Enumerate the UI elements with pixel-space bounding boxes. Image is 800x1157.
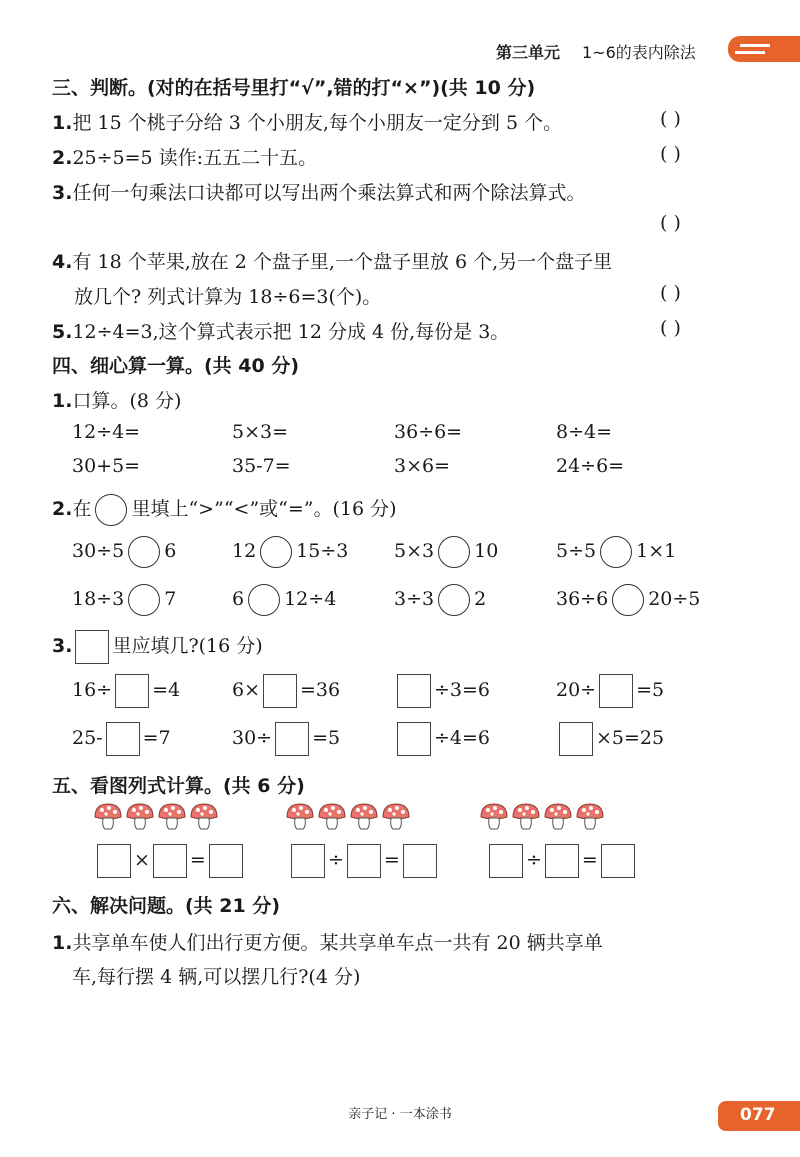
problem-1-line1: 1.共享单车使人们出行更方便。某共享单车点一共有 20 辆共享单 — [52, 932, 603, 954]
circle-icon — [95, 494, 127, 526]
compare-circle[interactable] — [612, 584, 644, 616]
mushroom-icon — [380, 800, 412, 832]
answer-box[interactable] — [397, 674, 431, 708]
compare-item: 6 12÷4 — [232, 584, 336, 616]
mushroom-icon — [510, 800, 542, 832]
q3-title: 3. 里应填几?(16 分) — [52, 630, 263, 664]
mushroom-icon — [316, 800, 348, 832]
mushroom-icon — [478, 800, 510, 832]
answer-box[interactable] — [291, 844, 325, 878]
compare-circle[interactable] — [438, 536, 470, 568]
answer-box[interactable] — [275, 722, 309, 756]
mushroom-icon — [348, 800, 380, 832]
compare-item: 30÷5 6 — [72, 536, 176, 568]
compare-circle[interactable] — [438, 584, 470, 616]
fill-item: ÷3=6 — [394, 674, 490, 708]
compare-circle[interactable] — [248, 584, 280, 616]
picture-equation-3: ÷ = — [486, 844, 638, 878]
section3-title: 三、判断。(对的在括号里打“√”,错的打“×”)(共 10 分) — [52, 77, 536, 99]
page-number: 077 — [740, 1105, 776, 1125]
answer-box[interactable] — [489, 844, 523, 878]
fill-item: ×5=25 — [556, 722, 664, 756]
problem-1-line2: 车,每行摆 4 辆,可以摆几行?(4 分) — [72, 966, 361, 988]
header-accent-stripe — [735, 51, 765, 54]
calc-expr: 5×3= — [232, 421, 289, 443]
mushroom-icon — [284, 800, 316, 832]
judge-item-5: 5.12÷4=3,这个算式表示把 12 分成 4 份,每份是 3。 — [52, 321, 510, 343]
judge-item-4: 4.有 18 个苹果,放在 2 个盘子里,一个盘子里放 6 个,另一个盘子里 — [52, 251, 613, 273]
picture-equation-2: ÷ = — [288, 844, 440, 878]
compare-circle[interactable] — [600, 536, 632, 568]
compare-circle[interactable] — [128, 536, 160, 568]
answer-box[interactable] — [403, 844, 437, 878]
compare-item: 3÷3 2 — [394, 584, 486, 616]
unit-title: 第三单元 — [496, 43, 561, 62]
answer-box[interactable] — [209, 844, 243, 878]
section4-title: 四、细心算一算。(共 40 分) — [52, 355, 300, 377]
judge-item-2: 2.25÷5=5 读作:五五二十五。 — [52, 147, 318, 169]
q2-title: 2.在 里填上“>”“<”或“=”。(16 分) — [52, 494, 397, 526]
fill-item: 25- =7 — [72, 722, 171, 756]
answer-box[interactable] — [397, 722, 431, 756]
compare-item: 5×3 10 — [394, 536, 498, 568]
q1-title: 1.口算。(8 分) — [52, 390, 182, 412]
fill-item: 6× =36 — [232, 674, 340, 708]
answer-box[interactable] — [347, 844, 381, 878]
judge-item-3: 3.任何一句乘法口诀都可以写出两个乘法算式和两个除法算式。 — [52, 182, 586, 204]
answer-box[interactable] — [599, 674, 633, 708]
calc-expr: 8÷4= — [556, 421, 613, 443]
header-accent-stripe — [740, 44, 770, 47]
mushroom-icon — [574, 800, 606, 832]
judge-item-4-cont: 放几个? 列式计算为 18÷6=3(个)。 — [74, 286, 382, 308]
answer-box[interactable] — [263, 674, 297, 708]
answer-box[interactable] — [153, 844, 187, 878]
fill-item: 16÷ =4 — [72, 674, 180, 708]
compare-item: 5÷5 1×1 — [556, 536, 676, 568]
mushroom-icon — [188, 800, 220, 832]
answer-box[interactable] — [97, 844, 131, 878]
answer-paren-1[interactable]: ( ) — [660, 108, 681, 130]
picture-equation-1: × = — [94, 844, 246, 878]
calc-expr: 3×6= — [394, 455, 451, 477]
calc-expr: 30+5= — [72, 455, 141, 477]
answer-paren-2[interactable]: ( ) — [660, 143, 681, 165]
answer-paren-5[interactable]: ( ) — [660, 317, 681, 339]
answer-paren-4[interactable]: ( ) — [660, 282, 681, 304]
judge-item-1: 1.把 15 个桃子分给 3 个小朋友,每个小朋友一定分到 5 个。 — [52, 112, 563, 134]
compare-item: 36÷6 20÷5 — [556, 584, 700, 616]
header-accent-bar — [728, 36, 800, 62]
answer-box[interactable] — [559, 722, 593, 756]
calc-expr: 36÷6= — [394, 421, 463, 443]
mushroom-icon — [156, 800, 188, 832]
fill-item: ÷4=6 — [394, 722, 490, 756]
fill-item: 20÷ =5 — [556, 674, 664, 708]
footer-brand: 亲子记 · 一本涂书 — [348, 1107, 452, 1122]
section5-title: 五、看图列式计算。(共 6 分) — [52, 775, 305, 797]
calc-expr: 35-7= — [232, 455, 291, 477]
answer-box[interactable] — [601, 844, 635, 878]
answer-box[interactable] — [545, 844, 579, 878]
answer-box[interactable] — [115, 674, 149, 708]
answer-paren-3[interactable]: ( ) — [660, 212, 681, 234]
unit-topic: 1~6的表内除法 — [582, 43, 696, 62]
compare-circle[interactable] — [128, 584, 160, 616]
mushroom-icon — [124, 800, 156, 832]
section6-title: 六、解决问题。(共 21 分) — [52, 895, 281, 917]
mushroom-icon — [92, 800, 124, 832]
compare-item: 12 15÷3 — [232, 536, 348, 568]
calc-expr: 24÷6= — [556, 455, 625, 477]
answer-box[interactable] — [106, 722, 140, 756]
calc-expr: 12÷4= — [72, 421, 141, 443]
compare-circle[interactable] — [260, 536, 292, 568]
fill-item: 30÷ =5 — [232, 722, 340, 756]
box-icon — [75, 630, 109, 664]
mushroom-icon — [542, 800, 574, 832]
compare-item: 18÷3 7 — [72, 584, 176, 616]
